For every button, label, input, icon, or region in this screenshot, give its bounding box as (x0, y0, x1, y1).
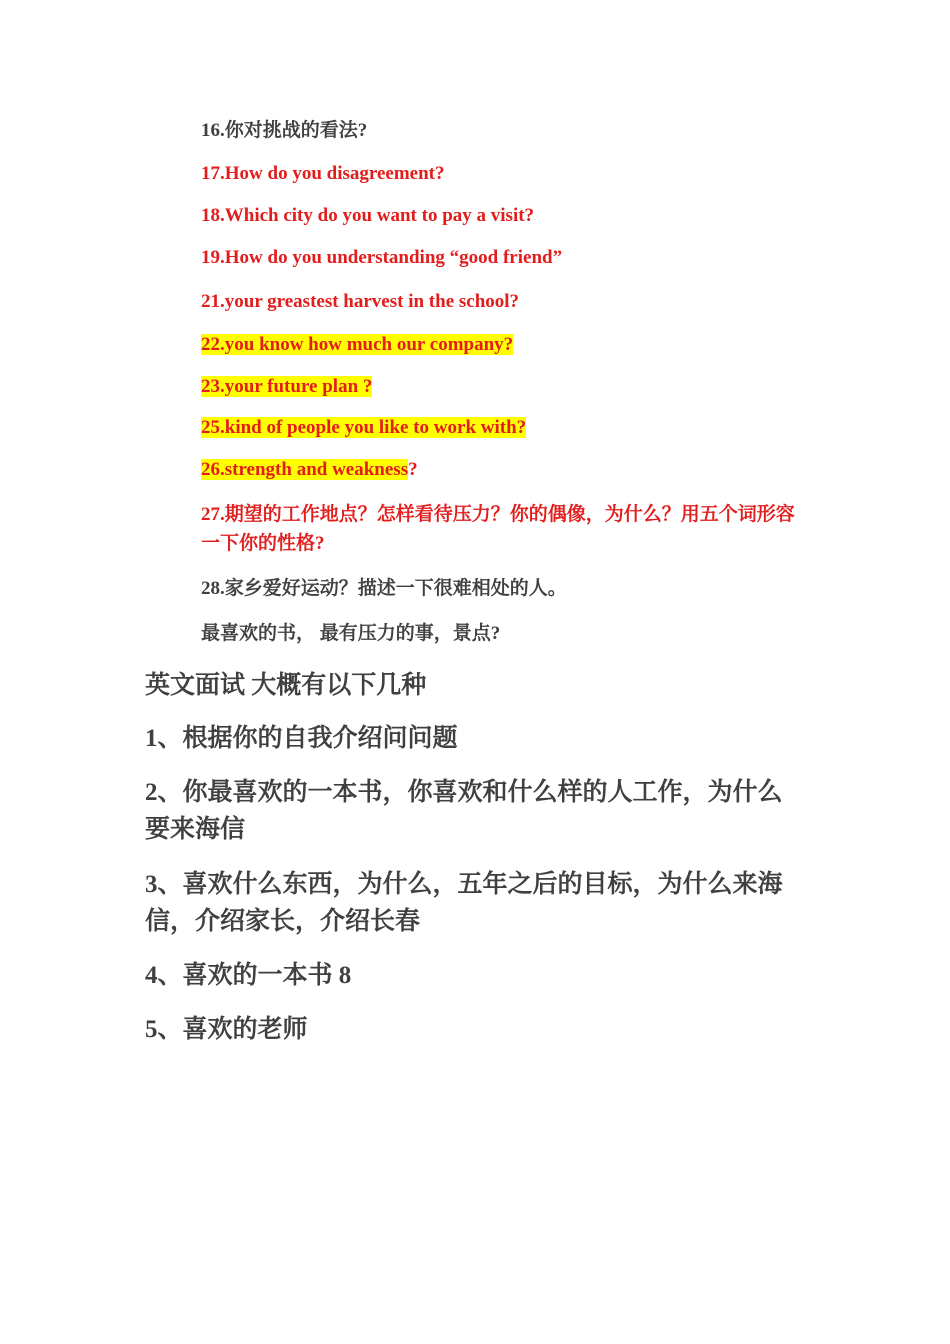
section-item-1: 1、根据你的自我介绍问问题 (145, 725, 458, 752)
section-item-4: 4、喜欢的一本书 8 (145, 962, 352, 989)
question-21: 21.your greastest harvest in the school? (201, 291, 520, 312)
question-19: 19.How do you understanding “good friend” (201, 247, 563, 268)
section-item-2: 2、你最喜欢的一本书，你喜欢和什么样的人工作，为什么要来海信 (145, 779, 783, 843)
question-22 (201, 331, 513, 359)
section-title: 英文面试 大概有以下几种 (145, 672, 427, 699)
question-22-highlight: 22.you know how much our company? (201, 334, 514, 355)
question-18: 18.Which city do you want to pay a visit? (201, 205, 535, 226)
question-25 (201, 414, 526, 442)
section-item-5: 5、喜欢的老师 (145, 1016, 308, 1043)
question-26-tail: ? (408, 459, 418, 480)
question-26-highlight: 26.strength and weakness (201, 459, 409, 480)
section-item-3: 3、喜欢什么东西，为什么，五年之后的目标，为什么来海信，介绍家长，介绍长春 (145, 871, 783, 935)
question-23-highlight: 23.your future plan ? (201, 376, 373, 397)
question-23 (201, 373, 372, 401)
question-17: 17.How do you disagreement? (201, 163, 445, 184)
question-28: 28.家乡爱好运动？描述一下很难相处的人。 (201, 578, 567, 599)
question-25-highlight: 25.kind of people you like to work with? (201, 417, 527, 438)
question-16: 16.你对挑战的看法? (201, 120, 368, 141)
question-27: 27.期望的工作地点？怎样看待压力？你的偶像，为什么？用五个词形容一下你的性格? (201, 504, 795, 554)
question-28-continued: 最喜欢的书， 最有压力的事，景点? (201, 623, 501, 644)
question-26 (201, 456, 418, 484)
